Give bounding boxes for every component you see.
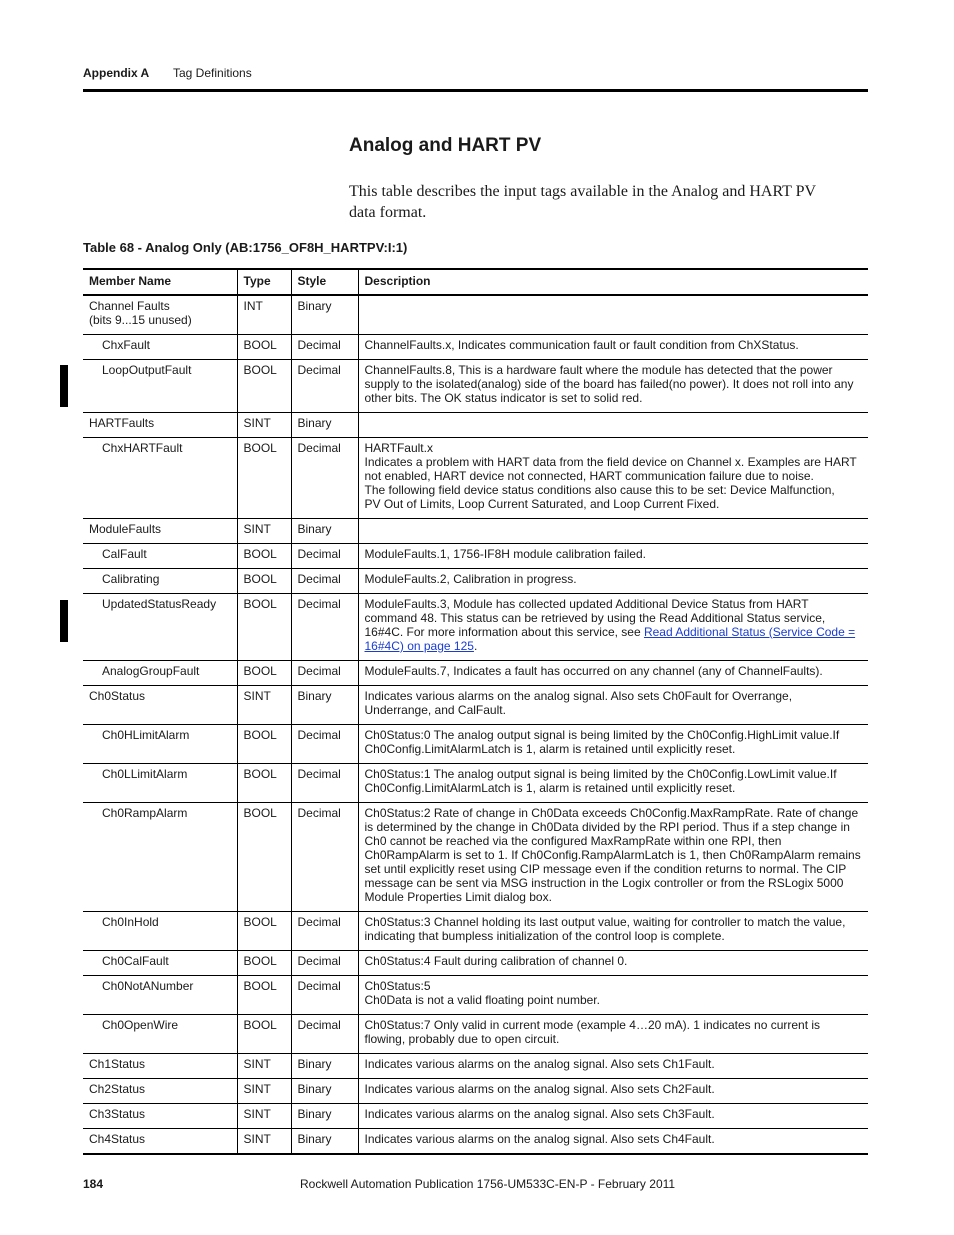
- table-header-row: [83, 269, 868, 295]
- table-row: [83, 661, 868, 686]
- table-row: [83, 360, 868, 413]
- member-style: Decimal: [291, 725, 358, 764]
- member-type: BOOL: [237, 569, 291, 594]
- table-row: [83, 594, 868, 661]
- member-name: Calibrating: [83, 569, 237, 594]
- table-row: [83, 912, 868, 951]
- member-type: BOOL: [237, 976, 291, 1015]
- member-description: Ch0Status:3 Channel holding its last output value, waiting for controller to match the value, indicating that bumpless initialization of the control loop is complete.: [358, 912, 868, 951]
- publication-footer: Rockwell Automation Publication 1756-UM533C-EN-P - February 2011: [300, 1177, 676, 1191]
- member-name: Ch0RampAlarm: [83, 803, 237, 912]
- member-type: BOOL: [237, 438, 291, 519]
- member-style: Decimal: [291, 360, 358, 413]
- member-style: Decimal: [291, 912, 358, 951]
- table-row: [83, 1015, 868, 1054]
- member-description: [358, 594, 868, 661]
- table-row: [83, 438, 868, 519]
- table-row: [83, 335, 868, 360]
- table-row: [83, 764, 868, 803]
- table-row: [83, 803, 868, 912]
- member-style: Binary: [291, 686, 358, 725]
- member-description: ModuleFaults.2, Calibration in progress.: [358, 569, 868, 594]
- tag-table: [83, 268, 868, 1155]
- member-type: BOOL: [237, 335, 291, 360]
- member-name: LoopOutputFault: [83, 360, 237, 413]
- member-description: [358, 295, 868, 335]
- column-header: Type: [237, 269, 291, 295]
- member-description: ModuleFaults.1, 1756-IF8H module calibration failed.: [358, 544, 868, 569]
- member-description: Indicates various alarms on the analog signal. Also sets Ch1Fault.: [358, 1054, 868, 1079]
- member-name: Ch0OpenWire: [83, 1015, 237, 1054]
- member-description: Ch0Status:5 Ch0Data is not a valid floating point number.: [358, 976, 868, 1015]
- table-row: [83, 519, 868, 544]
- table-row: [83, 569, 868, 594]
- member-name: Ch0CalFault: [83, 951, 237, 976]
- member-style: Decimal: [291, 594, 358, 661]
- member-style: Binary: [291, 295, 358, 335]
- member-name: ChxHARTFault: [83, 438, 237, 519]
- table-row: [83, 951, 868, 976]
- table-row: [83, 1129, 868, 1155]
- table-row: [83, 686, 868, 725]
- table-row: [83, 295, 868, 335]
- column-header: Description: [358, 269, 868, 295]
- member-style: Binary: [291, 1104, 358, 1129]
- member-name: AnalogGroupFault: [83, 661, 237, 686]
- running-header: [83, 66, 252, 80]
- member-type: SINT: [237, 1104, 291, 1129]
- member-description: Indicates various alarms on the analog signal. Also sets Ch4Fault.: [358, 1129, 868, 1155]
- member-style: Decimal: [291, 661, 358, 686]
- page-number: 184: [83, 1177, 104, 1191]
- page-title: Analog and HART PV: [349, 135, 542, 156]
- member-description: Ch0Status:2 Rate of change in Ch0Data exceeds Ch0Config.MaxRampRate. Rate of change is determined by the change in Ch0Data divided by the RPI period. Thus if a step change in Ch0 cannot be reached via the configured MaxRampRate within one RPI, then Ch0RampAlarm is set to 1. If Ch0Config.RampAlarmLatch is 1, then Ch0RampAlarm remains set until explicitly reset using CIP message even if the condition returns to normal. The CIP message can be sent via MSG instruction in the Logix controller or from the RSLogix 5000 Module Properties Limit dialog box.: [358, 803, 868, 912]
- member-description: ChannelFaults.x, Indicates communication fault or fault condition from ChXStatus.: [358, 335, 868, 360]
- column-header: Style: [291, 269, 358, 295]
- appendix-label: Appendix A: [83, 66, 150, 80]
- member-description: Indicates various alarms on the analog signal. Also sets Ch0Fault for Overrange, Underrange, and CalFault.: [358, 686, 868, 725]
- member-style: Decimal: [291, 976, 358, 1015]
- member-style: Decimal: [291, 1015, 358, 1054]
- member-name: Ch0Status: [83, 686, 237, 725]
- table-row: [83, 413, 868, 438]
- member-style: Binary: [291, 1129, 358, 1155]
- member-description: ChannelFaults.8, This is a hardware fault where the module has detected that the power supply to the isolated(analog) side of the board has failed(no power). It does not roll into any other bits. The OK status indicator is set to solid red.: [358, 360, 868, 413]
- member-description: Ch0Status:0 The analog output signal is being limited by the Ch0Config.HighLimit value.If Ch0Config.LimitAlarmLatch is 1, alarm is retained until explicitly reset.: [358, 725, 868, 764]
- member-name: ModuleFaults: [83, 519, 237, 544]
- table-row: [83, 1079, 868, 1104]
- member-name: HARTFaults: [83, 413, 237, 438]
- member-type: BOOL: [237, 1015, 291, 1054]
- member-type: BOOL: [237, 951, 291, 976]
- section-label: Tag Definitions: [173, 66, 252, 80]
- member-name: Ch0LLimitAlarm: [83, 764, 237, 803]
- member-type: BOOL: [237, 360, 291, 413]
- member-name: Ch3Status: [83, 1104, 237, 1129]
- table-caption: Table 68 - Analog Only (AB:1756_OF8H_HARTPV:I:1): [83, 240, 408, 255]
- change-bar: [60, 365, 68, 407]
- member-type: SINT: [237, 519, 291, 544]
- member-style: Decimal: [291, 803, 358, 912]
- table-row: [83, 1054, 868, 1079]
- member-type: BOOL: [237, 661, 291, 686]
- member-style: Decimal: [291, 335, 358, 360]
- member-name: CalFault: [83, 544, 237, 569]
- member-style: Decimal: [291, 544, 358, 569]
- member-type: BOOL: [237, 764, 291, 803]
- member-description: Ch0Status:4 Fault during calibration of channel 0.: [358, 951, 868, 976]
- cross-reference-link[interactable]: Read Additional Status (Service Code = 16#4C) on page 125: [364, 625, 856, 653]
- member-name: Ch0HLimitAlarm: [83, 725, 237, 764]
- member-type: INT: [237, 295, 291, 335]
- member-style: Decimal: [291, 438, 358, 519]
- member-style: Decimal: [291, 569, 358, 594]
- member-name: ChxFault: [83, 335, 237, 360]
- table-row: [83, 544, 868, 569]
- member-type: BOOL: [237, 912, 291, 951]
- member-name: Ch4Status: [83, 1129, 237, 1155]
- change-bar: [60, 600, 68, 642]
- table-row: [83, 725, 868, 764]
- table-row: [83, 976, 868, 1015]
- member-name: UpdatedStatusReady: [83, 594, 237, 661]
- member-type: SINT: [237, 1079, 291, 1104]
- member-description: ModuleFaults.7, Indicates a fault has occurred on any channel (any of ChannelFaults).: [358, 661, 868, 686]
- member-description: Indicates various alarms on the analog signal. Also sets Ch3Fault.: [358, 1104, 868, 1129]
- member-description: Ch0Status:1 The analog output signal is being limited by the Ch0Config.LowLimit value.If Ch0Config.LimitAlarmLatch is 1, alarm is retained until explicitly reset.: [358, 764, 868, 803]
- member-type: BOOL: [237, 803, 291, 912]
- member-description: [358, 519, 868, 544]
- member-description: Indicates various alarms on the analog signal. Also sets Ch2Fault.: [358, 1079, 868, 1104]
- member-description: Ch0Status:7 Only valid in current mode (example 4…20 mA). 1 indicates no current is flowing, probably due to open circuit.: [358, 1015, 868, 1054]
- description-text: ModuleFaults.3, Module has collected updated Additional Device Status from HART command 48. This status can be retrieved by using the Read Additional Status service, 16#4C. For more information about this service, see: [364, 597, 826, 639]
- member-description: [358, 413, 868, 438]
- member-style: Binary: [291, 1079, 358, 1104]
- member-type: BOOL: [237, 544, 291, 569]
- member-type: SINT: [237, 686, 291, 725]
- member-type: BOOL: [237, 725, 291, 764]
- member-name: Ch1Status: [83, 1054, 237, 1079]
- member-type: BOOL: [237, 594, 291, 661]
- member-name: Ch0NotANumber: [83, 976, 237, 1015]
- intro-paragraph: This table describes the input tags available in the Analog and HART PV data format.: [349, 183, 816, 221]
- member-type: SINT: [237, 1054, 291, 1079]
- member-style: Decimal: [291, 951, 358, 976]
- member-style: Decimal: [291, 764, 358, 803]
- member-style: Binary: [291, 1054, 358, 1079]
- member-description: HARTFault.x Indicates a problem with HART data from the field device on Channel x. Examples are HART not enabled, HART device not connected, HART communication failure due to noise. The following field device status conditions also cause this to be set: Device Malfunction, PV Out of Limits, Loop Current Saturated, and Loop Current Fixed.: [358, 438, 868, 519]
- member-name: Ch2Status: [83, 1079, 237, 1104]
- header-rule: [83, 89, 868, 92]
- member-name: Ch0InHold: [83, 912, 237, 951]
- table-row: [83, 1104, 868, 1129]
- member-style: Binary: [291, 519, 358, 544]
- member-name: Channel Faults (bits 9...15 unused): [83, 295, 237, 335]
- column-header: Member Name: [83, 269, 237, 295]
- description-end: .: [473, 639, 478, 653]
- member-type: SINT: [237, 1129, 291, 1155]
- member-style: Binary: [291, 413, 358, 438]
- member-type: SINT: [237, 413, 291, 438]
